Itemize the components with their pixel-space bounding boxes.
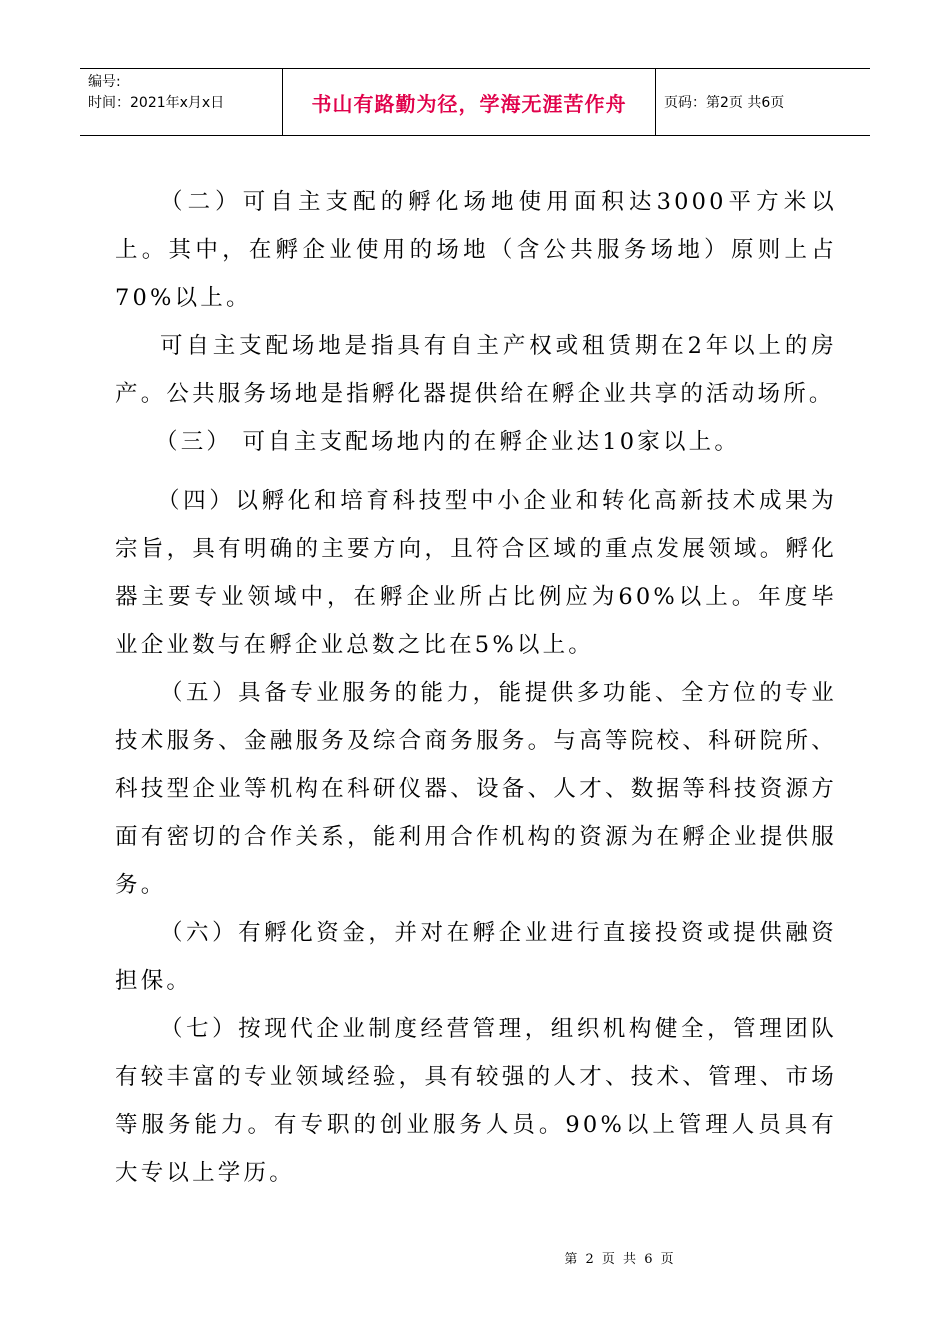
paragraph-3: （三） 可自主支配场地内的在孵企业达10家以上。 [155,429,741,455]
page-footer: 第 2 页 共 6 页 [564,1252,676,1267]
document-header [80,68,870,136]
document-number-label: 编号: [88,74,121,90]
paragraph-6: （六）有孵化资金，并对在孵企业进行直接投资或提供融资担保。 [115,920,837,994]
paragraph-7: （七）按现代企业制度经营管理，组织机构健全，管理团队有较丰富的专业领域经验，具有较强的人才、技术、管理、市场等服务能力。有专职的创业服务人员。90%以上管理人员具有大专以上学历。 [115,1016,837,1186]
header-page-info: 页码：第2页 共6页 [664,95,785,111]
paragraph-site-definition: 可自主支配场地是指具有自主产权或租赁期在2年以上的房产。公共服务场地是指孵化器提供给在孵企业共享的活动场所。 [115,333,837,407]
paragraph-5: （五）具备专业服务的能力，能提供多功能、全方位的专业技术服务、金融服务及综合商务服务。与高等院校、科研院所、科技型企业等机构在科研仪器、设备、人才、数据等科技资源方面有密切的合作关系，能利用合作机构的资源为在孵企业提供服务。 [115,680,837,898]
paragraph-4: （四）以孵化和培育科技型中小企业和转化高新技术成果为宗旨，具有明确的主要方向，且符合区域的重点发展领域。孵化器主要专业领域中，在孵企业所占比例应为60%以上。年度毕业企业数与在孵企业总数之比在5%以上。 [115,488,837,658]
document-body [115,178,837,1197]
paragraph-2: （二）可自主支配的孵化场地使用面积达3000平方米以上。其中，在孵企业使用的场地（含公共服务场地）原则上占70%以上。 [115,189,837,311]
header-motto: 书山有路勤为径，学海无涯苦作舟 [283,69,656,135]
header-meta-cell [80,69,283,135]
document-time-label: 时间：2021年x月x日 [88,95,225,111]
